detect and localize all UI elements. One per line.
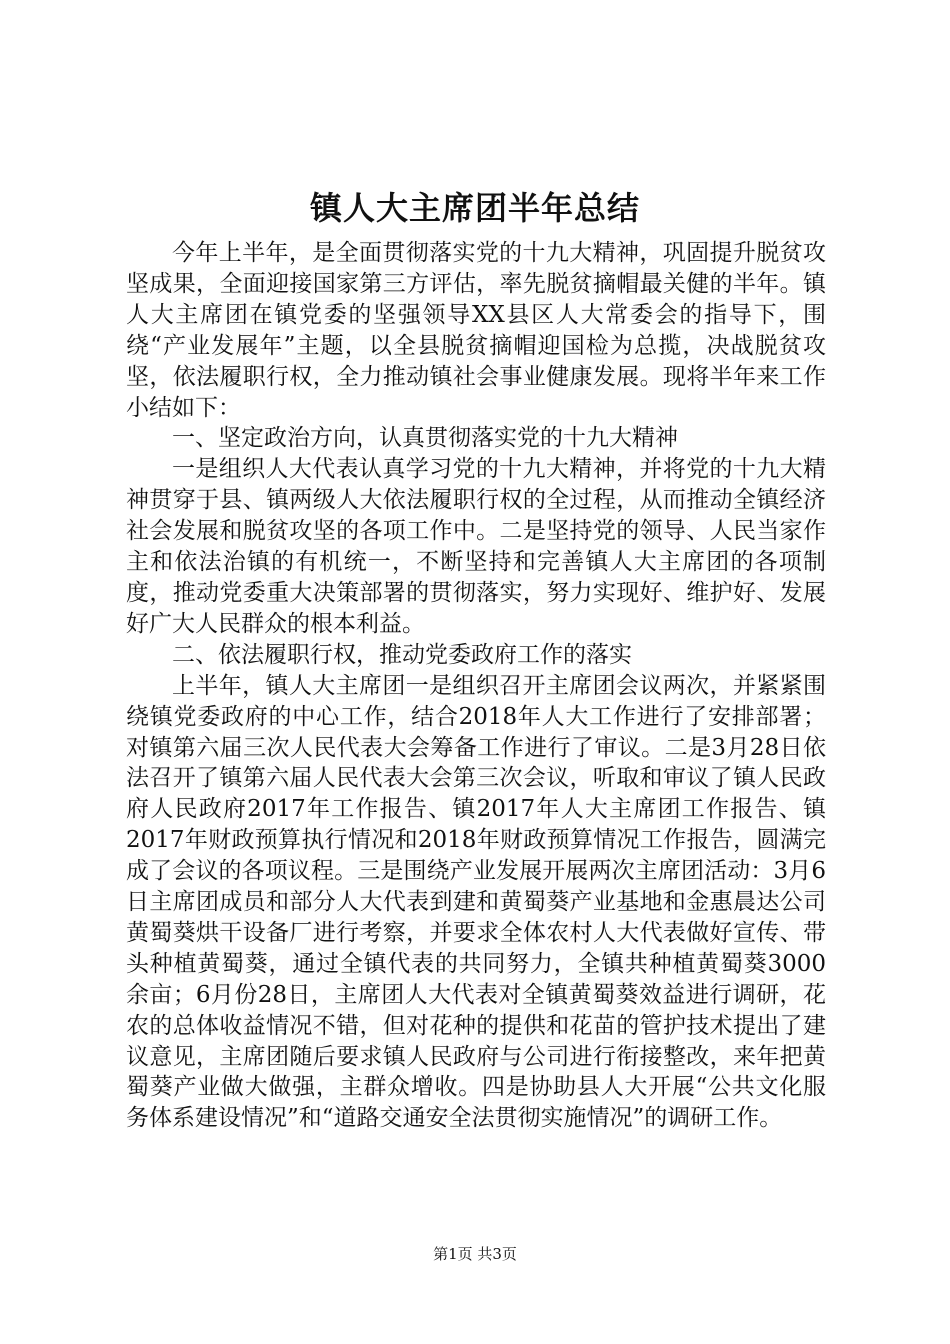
section-2-paragraph: 上半年，镇人大主席团一是组织召开主席团会议两次，并紧紧围绕镇党委政府的中心工作，结合2018年人大工作进行了安排部署；对镇第六届三次人民代表大会筹备工作进行了审议。二是3月28日依法召开了镇第六届人民代表大会第三次会议，听取和审议了镇人民政府人民政府2017年工作报告、镇2017年人大主席团工作报告、镇2017年财政预算执行情况和2018年财政预算情况工作报告，圆满完成了会议的各项议程。三是围绕产业发展开展两次主席团活动：3月6日主席团成员和部分人大代表到建和黄蜀葵产业基地和金惠晨达公司黄蜀葵烘干设备厂进行考察，并要求全体农村人大代表做好宣传、带头种植黄蜀葵，通过全镇代表的共同努力，全镇共种植黄蜀葵3000余亩；6月份28日，主席团人大代表对全镇黄蜀葵效益进行调研，花农的总体收益情况不错，但对花种的提供和花苗的管护技术提出了建议意见，主席团随后要求镇人民政府与公司进行衔接整改，来年把黄蜀葵产业做大做强，主群众增收。四是协助县人大开展“公共文化服务体系建设情况”和“道路交通安全法贯彻实施情况”的调研工作。 xyxy=(126,672,826,1132)
document-title: 镇人大主席团半年总结 xyxy=(309,189,640,227)
section-1-paragraph: 一是组织人大代表认真学习党的十九大精神，并将党的十九大精神贯穿于县、镇两级人大依法履职行权的全过程，从而推动全镇经济社会发展和脱贫攻坚的各项工作中。二是坚持党的领导、人民当家作主和依法治镇的有机统一，不断坚持和完善镇人大主席团的各项制度，推动党委重大决策部署的贯彻落实，努力实现好、维护好、发展好广大人民群众的根本利益。 xyxy=(126,456,826,637)
intro-paragraph: 今年上半年，是全面贯彻落实党的十九大精神，巩固提升脱贫攻坚成果，全面迎接国家第三方评估，率先脱贫摘帽最关健的半年。镇人大主席团在镇党委的坚强领导XX县区人大常委会的指导下，围绕“产业发展年”主题，以全县脱贫摘帽迎国检为总揽，决战脱贫攻坚，依法履职行权，全力推动镇社会事业健康发展。现将半年来工作小结如下： xyxy=(126,240,826,421)
section-heading-1: 一、坚定政治方向，认真贯彻落实党的十九大精神 xyxy=(172,425,678,452)
document-body xyxy=(126,238,826,1134)
section-heading-2: 二、依法履职行权，推动党委政府工作的落实 xyxy=(172,641,632,668)
page-footer: 第1页 共3页 xyxy=(433,1245,517,1263)
